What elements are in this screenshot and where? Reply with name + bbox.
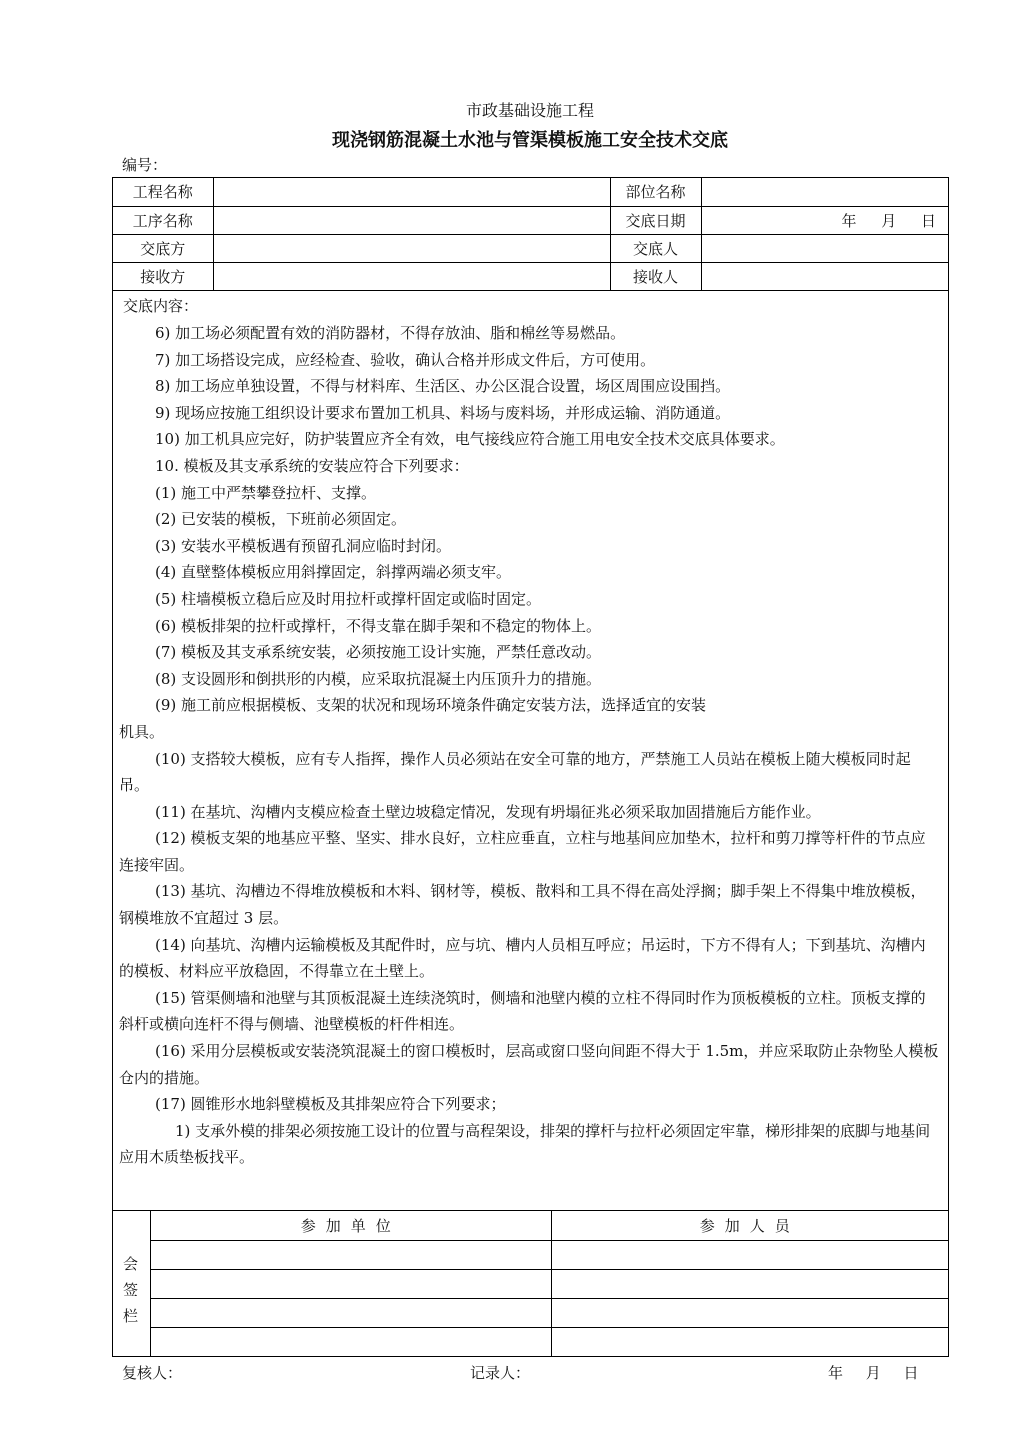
- info-table: [113, 178, 948, 291]
- table-row: [151, 1211, 948, 1240]
- document-title: 现浇钢筋混凝土水池与管渠模板施工安全技术交底: [332, 130, 728, 151]
- participating-person-header: 参加人员: [551, 1211, 948, 1240]
- table-row: [113, 234, 948, 262]
- table-row: [113, 206, 948, 234]
- content-line: (12) 模板支架的地基应平整、坚实、排水良好，立柱应垂直，立柱与地基间应加垫木，拉杆和剪刀撑等杆件的节点应连接牢固。: [119, 829, 926, 874]
- signoff-label-char: 会: [123, 1255, 139, 1273]
- content-line: 8) 加工场应单独设置，不得与材料库、生活区、办公区混合设置，场区周围应设围挡。: [155, 377, 731, 396]
- content-line: (15) 管渠侧墙和池壁与其顶板混凝土连续浇筑时，侧墙和池壁内模的立柱不得同时作为顶板模板的立柱。顶板支撑的斜杆或横向连杆不得与侧墙、池壁模板的杆件相连。: [119, 988, 926, 1034]
- signoff-table: [151, 1211, 948, 1356]
- receiver-party-field[interactable]: [213, 262, 610, 290]
- content-line: (3) 安装水平模板遇有预留孔洞应临时封闭。: [155, 536, 452, 555]
- content-line: (8) 支设圆形和倒拱形的内模，应采取抗混凝土内压顶升力的措施。: [155, 669, 602, 688]
- disclosure-form: [112, 177, 949, 1357]
- signoff-label-char: 签: [123, 1281, 139, 1299]
- table-row: [151, 1327, 948, 1356]
- signoff-section: [113, 1210, 948, 1356]
- content-line: 6) 加工场必须配置有效的消防器材，不得存放油、脂和棉丝等易燃品。: [155, 324, 626, 342]
- content-line: 机具。: [119, 722, 165, 741]
- content-line: (1) 施工中严禁攀登拉杆、支撑。: [155, 483, 377, 502]
- serial-number-label: 编号：: [122, 156, 168, 174]
- content-line: (16) 采用分层模板或安装浇筑混凝土的窗口模板时，层高或窗口竖向间距不得大于 1.5m，并应采取防止杂物坠人模板仓内的措施。: [119, 1042, 939, 1087]
- table-row: [151, 1269, 948, 1298]
- table-row: [113, 178, 948, 206]
- table-row: [151, 1298, 948, 1327]
- content-body: [113, 320, 948, 1171]
- content-line: (10) 支搭较大模板，应有专人指挥，操作人员必须站在安全可靠的地方，严禁施工人员站在模板上随大模板同时起吊。: [119, 749, 911, 795]
- process-name-label: 工序名称: [113, 206, 213, 234]
- content-line: (4) 直壁整体模板应用斜撑固定，斜撑两端必须支牢。: [155, 563, 512, 582]
- content-line: (2) 已安装的模板，下班前必须固定。: [155, 510, 407, 529]
- content-line: (6) 模板排架的拉杆或撑杆，不得支靠在脚手架和不稳定的物体上。: [155, 616, 602, 635]
- recorder-label: 记录人：: [470, 1364, 531, 1382]
- content-line: (11) 在基坑、沟槽内支模应检查土壁边坡稳定情况，发现有坍塌征兆必须采取加固措施后方能作业。: [155, 802, 821, 821]
- content-line: 7) 加工场搭设完成，应经检查、验收，确认合格并形成文件后，方可使用。: [155, 350, 656, 369]
- discloser-party-field[interactable]: [213, 234, 610, 262]
- content-line: (7) 模板及其支承系统安装，必须按施工设计实施，严禁任意改动。: [155, 643, 602, 662]
- disclosure-date-label: 交底日期: [610, 206, 701, 234]
- participating-person-cell[interactable]: [551, 1269, 948, 1298]
- content-line: (14) 向基坑、沟槽内运输模板及其配件时，应与坑、槽内人员相互呼应；吊运时，下方不得有人；下到基坑、沟槽内的模板、材料应平放稳固，不得靠立在土壁上。: [119, 935, 926, 981]
- content-line: 9) 现场应按施工组织设计要求布置加工机具、料场与废料场，并形成运输、消防通道。: [155, 403, 731, 422]
- participating-unit-cell[interactable]: [151, 1269, 551, 1298]
- participating-person-cell[interactable]: [551, 1327, 948, 1356]
- content-line: (5) 柱墙模板立稳后应及时用拉杆或撑杆固定或临时固定。: [155, 589, 542, 608]
- process-name-field[interactable]: [213, 206, 610, 234]
- reviewer-label: 复核人：: [122, 1364, 183, 1382]
- receiver-field[interactable]: [701, 262, 948, 290]
- table-row: [151, 1240, 948, 1269]
- content-label: 交底内容：: [123, 297, 199, 315]
- part-name-field[interactable]: [701, 178, 948, 206]
- document-subtitle: 市政基础设施工程: [465, 101, 594, 120]
- project-name-label: 工程名称: [113, 178, 213, 206]
- participating-person-cell[interactable]: [551, 1240, 948, 1269]
- project-name-field[interactable]: [213, 178, 610, 206]
- discloser-label: 交底人: [610, 234, 701, 262]
- receiver-label: 接收人: [610, 262, 701, 290]
- participating-unit-cell[interactable]: [151, 1298, 551, 1327]
- content-line: 10) 加工机具应完好，防护装置应齐全有效，电气接线应符合施工用电安全技术交底具体要求。: [155, 430, 785, 449]
- footer-date: 年 月 日: [828, 1364, 919, 1382]
- content-line: 1) 支承外模的排架必须按施工设计的位置与高程架设，排架的撑杆与拉杆必须固定牢靠，梯形排架的底脚与地基间应用木质垫板找平。: [119, 1121, 931, 1167]
- participating-unit-header: 参加单位: [151, 1211, 551, 1240]
- content-line: (13) 基坑、沟槽边不得堆放模板和木料、钢材等，模板、散料和工具不得在高处浮搁；脚手架上不得集中堆放模板，钢模堆放不宜超过 3 层。: [119, 882, 926, 928]
- participating-unit-cell[interactable]: [151, 1240, 551, 1269]
- table-row: [113, 262, 948, 290]
- discloser-party-label: 交底方: [113, 234, 213, 262]
- participating-person-cell[interactable]: [551, 1298, 948, 1327]
- content-line: (17) 圆锥形水地斜壁模板及其排架应符合下列要求；: [155, 1095, 506, 1114]
- signoff-label: [113, 1211, 151, 1357]
- content-line: 10. 模板及其支承系统的安装应符合下列要求：: [155, 456, 469, 475]
- discloser-field[interactable]: [701, 234, 948, 262]
- receiver-party-label: 接收方: [113, 262, 213, 290]
- participating-unit-cell[interactable]: [151, 1327, 551, 1356]
- part-name-label: 部位名称: [610, 178, 701, 206]
- signoff-label-char: 栏: [123, 1307, 139, 1325]
- disclosure-date-field[interactable]: 年 月 日: [701, 206, 948, 234]
- content-line: (9) 施工前应根据模板、支架的状况和现场环境条件确定安装方法，选择适宜的安装: [155, 696, 707, 715]
